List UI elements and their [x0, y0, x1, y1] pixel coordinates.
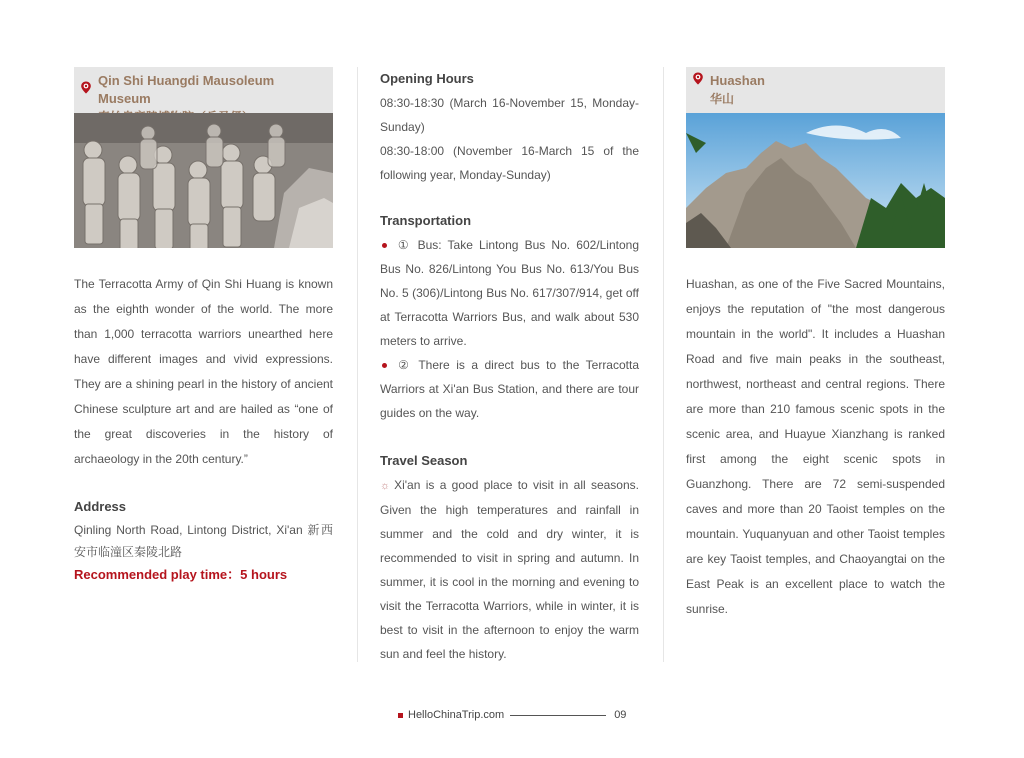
opening-hours-heading: Opening Hours [380, 71, 474, 86]
address-heading: Address [74, 499, 127, 514]
bullet-icon [382, 243, 387, 248]
attraction-title: Huashan [710, 73, 765, 88]
footer-site: HelloChinaTrip.com [408, 709, 505, 721]
travel-season-text [380, 473, 639, 666]
attraction-description: The Terracotta Army of Qin Shi Huang is known as the eighth wonder of the world. The more than 1,000 terracotta warriors unearthed here have different images and vivid expressions. They are a shining pearl in the history of ancient Chinese sculpture art and are hailed as “one of the great discoveries in the history of archaeology in the 20th century.” [74, 277, 333, 466]
attraction-title-box [74, 67, 333, 113]
transportation-item-2-text: ② There is a direct bus to the Terracotta Warriors at Xi'an Bus Station, and there are tour guides on the way. [380, 358, 639, 420]
right-column [686, 67, 945, 622]
huashan-mountain-photo [686, 113, 945, 248]
footer-rule [510, 715, 606, 716]
address-text: Qinling North Road, Lintong District, Xi'an 新西安市临潼区秦陵北路 [74, 523, 333, 559]
attraction-title: Qin Shi Huangdi Mausoleum Museum [98, 73, 275, 106]
travel-season-heading: Travel Season [380, 453, 468, 468]
page-number: 09 [614, 709, 627, 721]
column-divider-1 [357, 67, 358, 662]
location-pin-icon [692, 72, 704, 90]
attraction-title-box [686, 67, 945, 113]
location-pin-icon [80, 81, 92, 99]
travel-season-body: Xi'an is a good place to visit in all seasons. Given the high temperatures and rainfall in summer and the cold and dry winter, it is recommended to visit in spring and autumn. In summer, it is cool in the morning and evening to visit the Terracotta Warriors, while in winter, it is best to visit in the afternoon to enjoy the warm sun and feel the history. [380, 478, 639, 661]
page-footer [398, 709, 626, 721]
transportation-item [380, 233, 639, 353]
terracotta-warriors-photo [74, 113, 333, 248]
attraction-title-chinese: 华山 [710, 92, 735, 106]
sun-icon: ☼ [380, 480, 391, 492]
attraction-description: Huashan, as one of the Five Sacred Mountains, enjoys the reputation of "the most dangerous mountain in the world". It includes a Huashan Road and five main peaks in the southeast, northwest, northeast and central regions. There are more than 210 famous scenic spots in the scenic area, and Huayue Xianzhang is ranked first among the eight scenic spots in Guanzhong. There are 72 semi-suspended caves and more than 20 Taoist temples on the mountain. Yuquanyuan and other Taoist temples are key Taoist temples, and Chaoyangtai on the East Peak is an excellent place to watch the sunrise. [686, 277, 945, 616]
middle-column [380, 67, 639, 666]
footer-marker-icon [398, 713, 403, 718]
column-divider-2 [663, 67, 664, 662]
transportation-heading: Transportation [380, 213, 472, 228]
left-column [74, 67, 333, 587]
recommended-play-time: Recommended play time：5 hours [74, 567, 288, 582]
transportation-item [380, 353, 639, 425]
transportation-item-1-text: ① Bus: Take Lintong Bus No. 602/Lintong Bus No. 826/Lintong You Bus No. 613/You Bus No. 5 (306)/Lintong Bus No. 617/307/914, get off at Terracotta Warriors Bus, and walk about 530 meters to arrive. [380, 238, 639, 348]
opening-hours-line-1: 08:30-18:30 (March 16-November 15, Monday-Sunday) [380, 96, 639, 134]
opening-hours-line-2: 08:30-18:00 (November 16-March 15 of the following year, Monday-Sunday) [380, 144, 639, 182]
bullet-icon [382, 363, 387, 368]
